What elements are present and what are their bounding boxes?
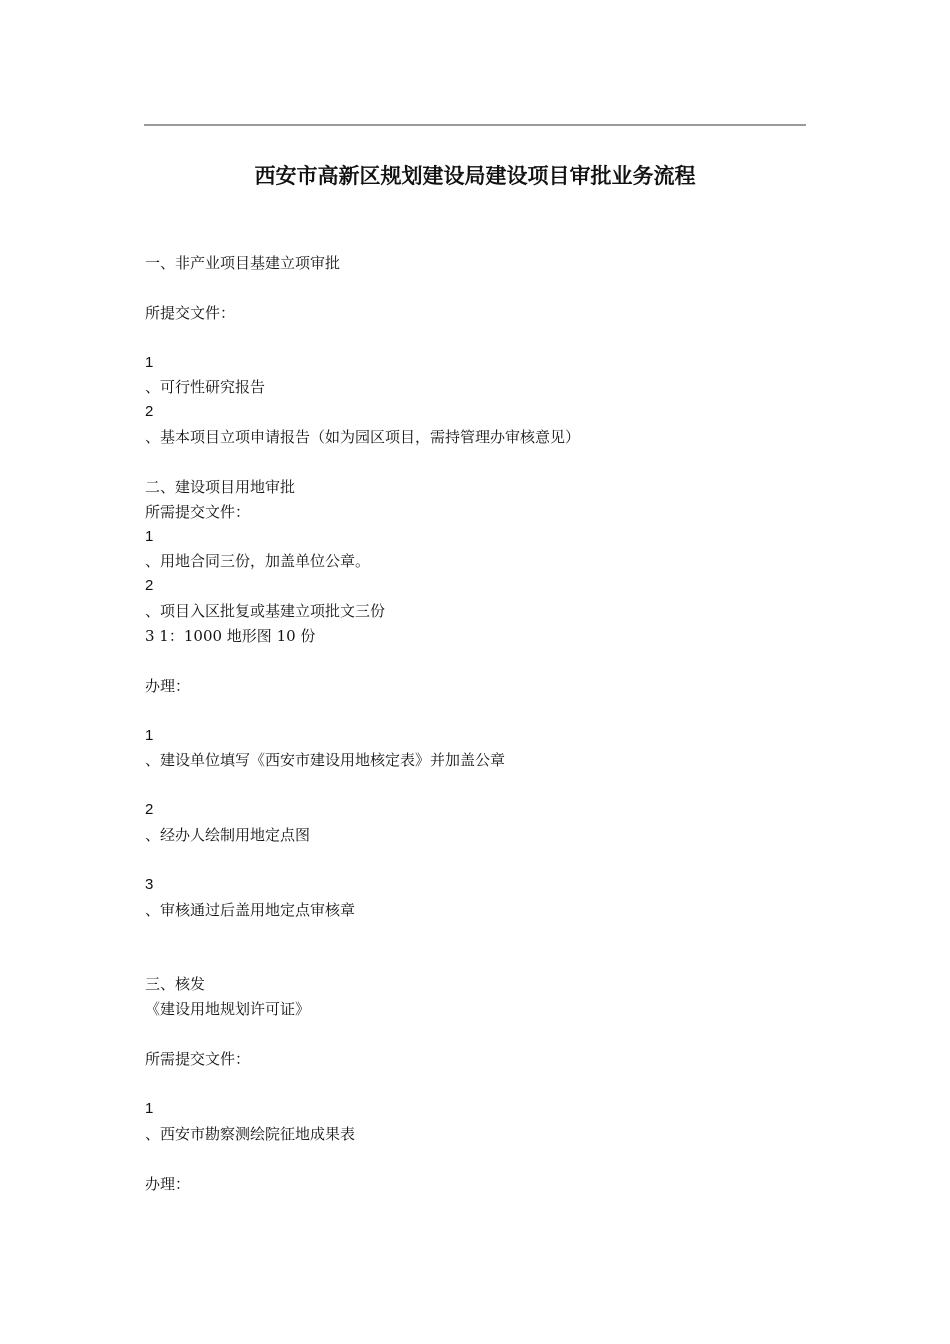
paragraph: 《建设用地规划许可证》 [145, 1000, 311, 1018]
list-item-text: 、西安市勘察测绘院征地成果表 [145, 1125, 356, 1143]
list-item-text: 、项目入区批复或基建立项批文三份 [145, 602, 386, 620]
list-number: 3 [145, 876, 154, 893]
paragraph: 所需提交文件： [145, 1050, 251, 1068]
list-number: 1 [145, 1100, 154, 1117]
header-rule [144, 124, 806, 126]
list-number: 1 [145, 354, 154, 371]
section-heading-1: 一、非产业项目基建立项审批 [145, 254, 341, 272]
list-number: 1 [145, 727, 154, 744]
list-item-text: 、可行性研究报告 [145, 378, 266, 396]
paragraph: 办理： [145, 677, 191, 695]
paragraph: 所需提交文件： [145, 503, 251, 521]
section-heading-3: 三、核发 [145, 975, 206, 993]
document-title: 西安市高新区规划建设局建设项目审批业务流程 [254, 163, 696, 188]
list-number: 2 [145, 577, 154, 594]
list-number: 2 [145, 403, 154, 420]
paragraph: 所提交文件： [145, 304, 236, 322]
list-item-text: 3 1：1000 地形图 10 份 [145, 627, 316, 645]
list-item-text: 、建设单位填写《西安市建设用地核定表》并加盖公章 [145, 751, 506, 769]
list-item-text: 、审核通过后盖用地定点审核章 [145, 901, 356, 919]
section-heading-2: 二、建设项目用地审批 [145, 478, 296, 496]
list-item-text: 、基本项目立项申请报告（如为园区项目，需持管理办审核意见） [145, 428, 581, 446]
list-number: 2 [145, 801, 154, 818]
list-item-text: 、经办人绘制用地定点图 [145, 826, 311, 844]
paragraph: 办理： [145, 1175, 191, 1193]
list-item-text: 、用地合同三份，加盖单位公章。 [145, 552, 371, 570]
list-number: 1 [145, 528, 154, 545]
